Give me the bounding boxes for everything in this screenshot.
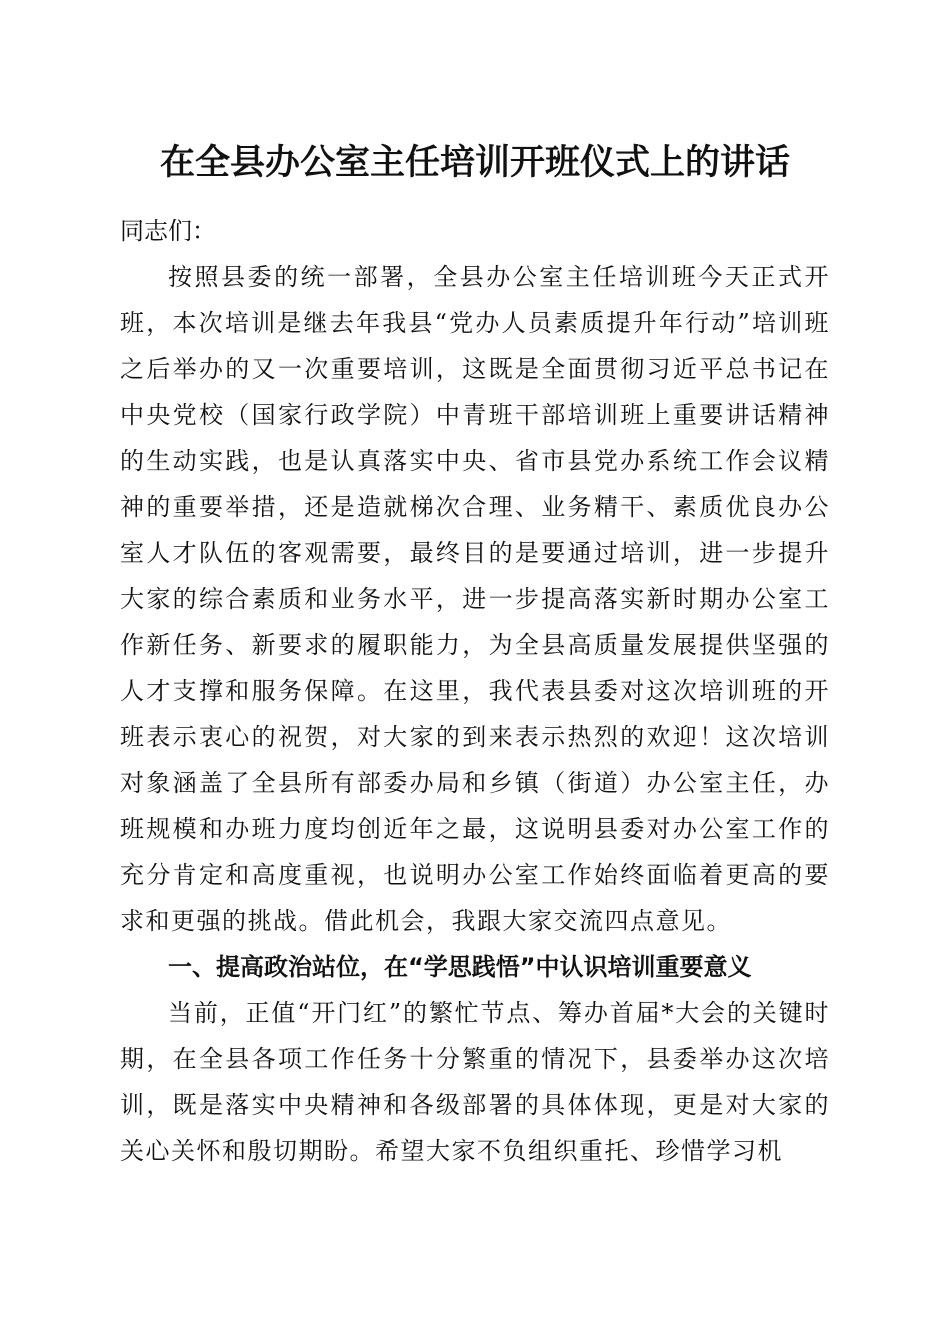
document-title: 在全县办公室主任培训开班仪式上的讲话: [159, 142, 790, 183]
paragraph-section-1: 当前，正值“开门红”的繁忙节点、筹办首届*大会的关键时期，在全县各项工作任务十分繁重的情况下，县委举办这次培训，既是落实中央精神和各级部署的具体体现，更是对大家的关心关怀和殷切期盼。希望大家不负组织重托、珍惜学习机: [120, 999, 830, 1165]
paragraph-intro: 按照县委的统一部署，全县办公室主任培训班今天正式开班，本次培训是继去年我县“党办人员素质提升年行动”培训班之后举办的又一次重要培训，这既是全面贯彻习近平总书记在中央党校（国家行政学院）中青班干部培训班上重要讲话精神的生动实践，也是认真落实中央、省市县党办系统工作会议精神的重要举措，还是造就梯次合理、业务精干、素质优良办公室人才队伍的客观需要，最终目的是要通过培训，进一步提升大家的综合素质和业务水平，进一步提高落实新时期办公室工作新任务、新要求的履职能力，为全县高质量发展提供坚强的人才支撑和服务保障。在这里，我代表县委对这次培训班的开班表示衷心的祝贺，对大家的到来表示热烈的欢迎！这次培训对象涵盖了全县所有部委办局和乡镇（街道）办公室主任，办班规模和办班力度均创近年之最，这说明县委对办公室工作的充分肯定和高度重视，也说明办公室工作始终面临着更高的要求和更强的挑战。借此机会，我跟大家交流四点意见。: [120, 263, 830, 935]
section-heading-1: 一、提高政治站位，在“学思践悟”中认识培训重要意义: [168, 953, 752, 981]
document-page: [120, 0, 830, 1174]
salutation: 同志们：: [120, 217, 216, 245]
